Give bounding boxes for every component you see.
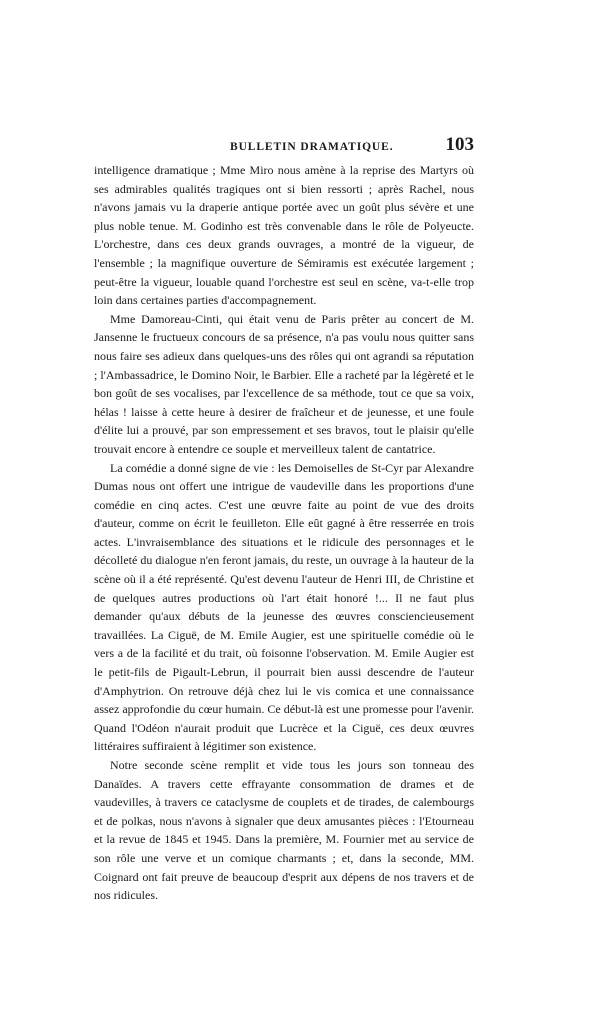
page-header: [94, 134, 474, 163]
running-head: BULLETIN DRAMATIQUE.: [230, 141, 394, 153]
paragraph: Notre seconde scène remplit et vide tous les jours son tonneau des Danaïdes. A travers cette effrayante consommation de drames et de vaudevilles, à travers ce cataclysme de couplets et de tirades, de calembourgs et de polkas, nous n'avons à signaler que deux amusantes pièces : l'Etourneau et la revue de 1845 et 1945. Dans la première, M. Fournier met au service de son rôle une verve et un comique charmants ; et, dans la seconde, MM. Coignard ont fait preuve de beaucoup d'esprit aux dépens de nos travers et de nos ridicules.: [94, 758, 474, 903]
body-text: [94, 161, 474, 905]
page-number: 103: [445, 134, 474, 155]
paragraph: La comédie a donné signe de vie : les Demoiselles de St-Cyr par Alexandre Dumas nous ont offert une intrigue de vaudeville dans les proportions d'une comédie en cinq actes. C'est une œuvre faite au point de vue des droits d'auteur, comme on écrit le feuilleton. Elle eût gagné à être resserrée en trois actes. L'invraisemblance des situations et le ridicule des personnages et le décolleté du dialogue n'en feront jamais, du reste, un ouvrage à la hauteur de la scène où il a été représenté. Qu'est devenu l'auteur de Henri III, de Christine et de quelques autres productions où l'art était honoré !... Il ne faut plus demander qu'aux débuts de la jeunesse des œuvres consciencieusement travaillées. La Ciguë, de M. Emile Augier, est une spirituelle comédie où le vers a de la facilité et du trait, où foisonne l'observation. M. Emile Augier est le petit-fils de Pigault-Lebrun, il pourrait bien aussi descendre de l'auteur d'Amphytrion. On retrouve déjà chez lui le vis comica et une connaissance assez approfondie du cœur humain. Ce début-là est une promesse pour l'avenir. Quand l'Odéon n'aurait produit que Lucrèce et la Ciguë, ces deux œuvres littéraires suffiraient à légitimer son existence.: [94, 460, 474, 754]
paragraph: intelligence dramatique ; Mme Miro nous amène à la reprise des Martyrs où ses admirables qualités tragiques ont si bien ressorti ; après Rachel, nous n'avons jamais vu la draperie antique portée avec un goût plus sévère et une plus noble tenue. M. Godinho est très convenable dans le rôle de Polyeucte. L'orchestre, dans ces deux grands ouvrages, a montré de la vigueur, de l'ensemble ; la magnifique ouverture de Sémiramis est exécutée largement ; peut-être la vigueur, louable quand l'orchestre est seul en scène, va-t-elle trop loin dans certaines parties d'accompagnement.: [94, 163, 474, 308]
paragraph: Mme Damoreau-Cinti, qui était venu de Paris prêter au concert de M. Jansenne le fructueux concours de sa présence, n'a pas voulu nous quitter sans nous faire ses adieux dans quelques-uns des rôles qui ont agrandi sa réputation ; l'Ambassadrice, le Domino Noir, le Barbier. Elle a racheté par la légèreté et le bon goût de ses vocalises, par l'excellence de sa méthode, tout ce que sa voix, hélas ! laisse à cette heure à desirer de fraîcheur et de jeunesse, et une foule d'élite lui a prouvé, par son empressement et ses bravos, tout le plaisir qu'elle trouvait encore à entendre ce souple et merveilleux talent de cantatrice.: [94, 311, 474, 456]
